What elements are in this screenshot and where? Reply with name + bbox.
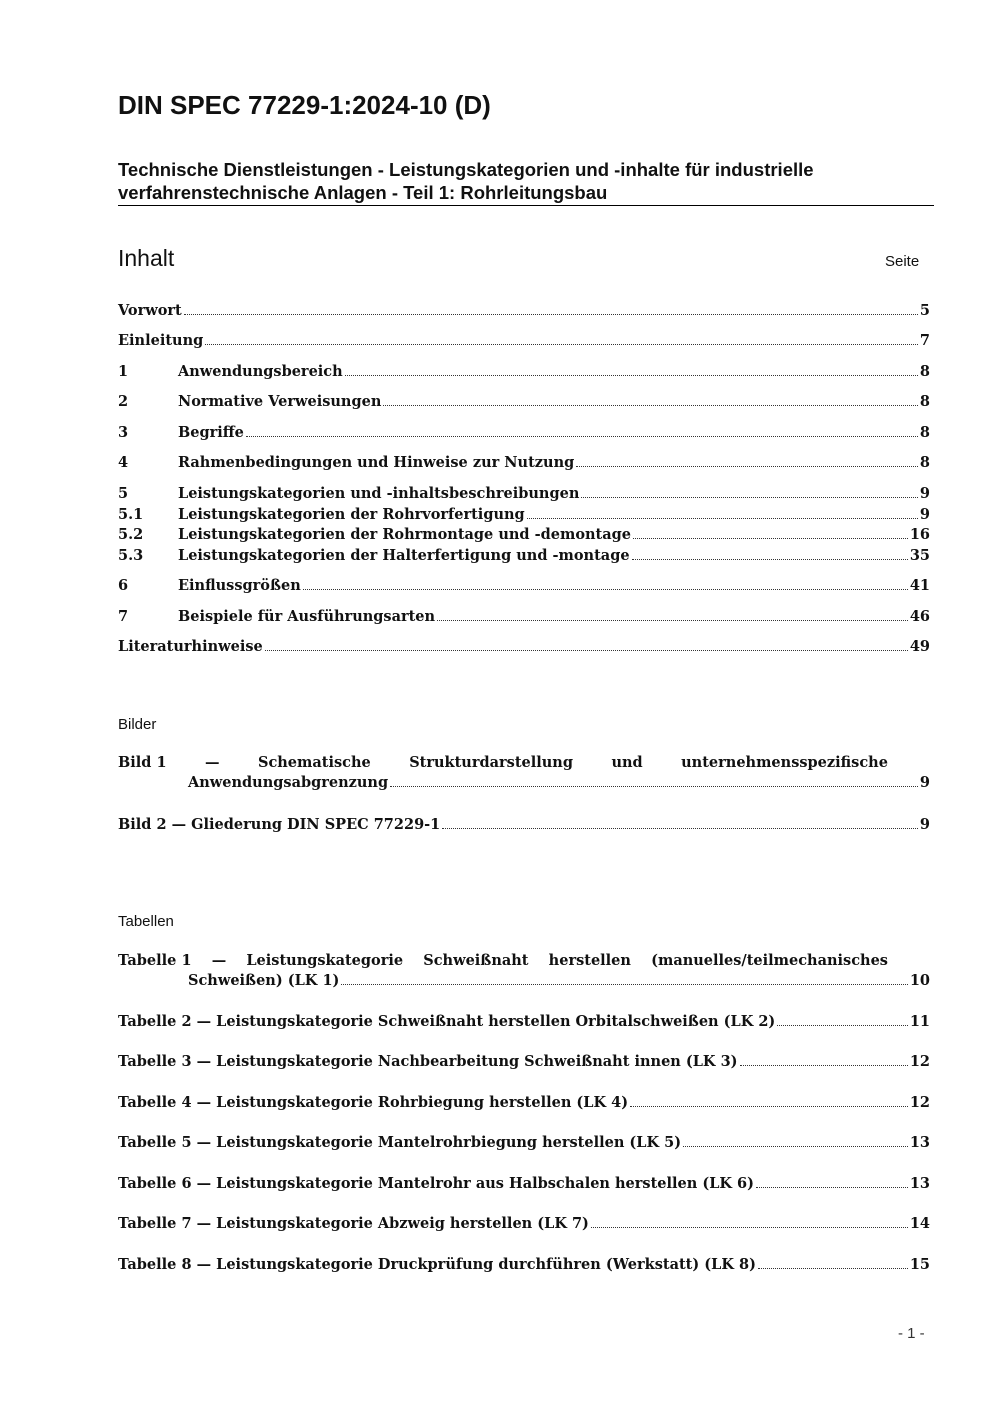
toc-title: Leistungskategorien der Rohrmontage und -demontage bbox=[178, 526, 631, 543]
toc-title: Literaturhinweise bbox=[118, 638, 263, 655]
word: — bbox=[205, 754, 220, 771]
toc-entry[interactable] bbox=[118, 332, 930, 352]
toc-number: 5 bbox=[118, 485, 129, 502]
document-id: DIN SPEC 77229-1:2024-10 (D) bbox=[118, 90, 491, 120]
toc-page: 9 bbox=[919, 485, 930, 502]
toc-page: 12 bbox=[909, 1094, 930, 1111]
toc-leader bbox=[756, 1187, 908, 1188]
table-entry-tabelle-1[interactable] bbox=[118, 952, 930, 992]
toc-page: 13 bbox=[909, 1134, 930, 1151]
subtitle-line-2: verfahrenstechnische Anlagen - Teil 1: Rohrleitungsbau bbox=[118, 182, 608, 203]
toc-title: Normative Verweisungen bbox=[178, 393, 382, 410]
toc-leader bbox=[442, 828, 918, 829]
toc-leader bbox=[527, 518, 918, 519]
word: — bbox=[211, 952, 227, 969]
figure-entry-line-1 bbox=[118, 754, 888, 774]
table-entry-line-2 bbox=[118, 972, 930, 992]
toc-number: 7 bbox=[118, 608, 129, 625]
toc-title: Leistungskategorien und -inhaltsbeschreibungen bbox=[178, 485, 580, 502]
toc-title: Tabelle 2 — Leistungskategorie Schweißnaht herstellen Orbitalschweißen (LK 2) bbox=[118, 1013, 776, 1030]
word: und bbox=[611, 754, 643, 771]
toc-page: 49 bbox=[909, 638, 930, 655]
toc-title: Tabelle 5 — Leistungskategorie Mantelrohrbiegung herstellen (LK 5) bbox=[118, 1134, 682, 1151]
toc-title: Tabelle 3 — Leistungskategorie Nachbearbeitung Schweißnaht innen (LK 3) bbox=[118, 1053, 738, 1070]
word: Strukturdarstellung bbox=[409, 754, 573, 771]
toc-title: Einflussgrößen bbox=[178, 577, 301, 594]
document-subtitle bbox=[118, 158, 934, 204]
page-number: - 1 - bbox=[898, 1325, 925, 1342]
toc-page: 8 bbox=[919, 393, 930, 410]
subtitle-line-1: Technische Dienstleistungen - Leistungskategorien und -inhalte für industrielle bbox=[118, 159, 814, 180]
figures-heading: Bilder bbox=[118, 716, 157, 733]
toc-leader bbox=[303, 589, 908, 590]
toc-page: 16 bbox=[909, 526, 930, 543]
toc-title: Vorwort bbox=[118, 302, 182, 319]
word: unternehmensspezifische bbox=[681, 754, 888, 771]
toc-page: 13 bbox=[909, 1175, 930, 1192]
toc-leader bbox=[205, 344, 918, 345]
toc-entry[interactable] bbox=[118, 638, 930, 658]
word: Schematische bbox=[257, 754, 371, 771]
toc-entry[interactable] bbox=[118, 393, 930, 413]
toc-page: 12 bbox=[909, 1053, 930, 1070]
toc-page: 41 bbox=[909, 577, 930, 594]
table-entry-line-1 bbox=[118, 952, 888, 972]
table-entry[interactable] bbox=[118, 1134, 930, 1154]
toc-page: 9 bbox=[919, 774, 930, 791]
toc-page: 9 bbox=[919, 816, 930, 833]
toc-title: Leistungskategorien der Halterfertigung und -montage bbox=[178, 547, 630, 564]
toc-leader bbox=[581, 497, 918, 498]
toc-leader bbox=[246, 436, 918, 437]
toc-leader bbox=[383, 405, 918, 406]
toc-leader bbox=[265, 650, 908, 651]
toc-title: Tabelle 8 — Leistungskategorie Druckprüfung durchführen (Werkstatt) (LK 8) bbox=[118, 1256, 756, 1273]
toc-title: Leistungskategorien der Rohrvorfertigung bbox=[178, 506, 525, 523]
toc-entry[interactable] bbox=[118, 577, 930, 597]
word: Leistungskategorie bbox=[246, 952, 404, 969]
toc-number: 6 bbox=[118, 577, 129, 594]
toc-page: 35 bbox=[909, 547, 930, 564]
contents-heading: Inhalt bbox=[118, 245, 175, 271]
toc-number: 5.3 bbox=[118, 547, 144, 564]
toc-entry[interactable] bbox=[118, 302, 930, 322]
toc-entry[interactable] bbox=[118, 506, 930, 526]
toc-page: 5 bbox=[919, 302, 930, 319]
toc-page: 11 bbox=[909, 1013, 930, 1030]
tables-heading: Tabellen bbox=[118, 913, 174, 930]
toc-number: 5.2 bbox=[118, 526, 144, 543]
toc-page: 8 bbox=[919, 454, 930, 471]
table-entry[interactable] bbox=[118, 1013, 930, 1033]
toc-entry[interactable] bbox=[118, 608, 930, 628]
toc-entry[interactable] bbox=[118, 424, 930, 444]
toc-entry[interactable] bbox=[118, 363, 930, 383]
word: herstellen bbox=[548, 952, 631, 969]
toc-page: 8 bbox=[919, 424, 930, 441]
toc-page: 10 bbox=[909, 972, 930, 989]
toc-leader bbox=[184, 314, 918, 315]
toc-number: 4 bbox=[118, 454, 129, 471]
toc-leader bbox=[632, 559, 908, 560]
toc-leader bbox=[683, 1146, 908, 1147]
toc-title: Beispiele für Ausführungsarten bbox=[178, 608, 436, 625]
toc-leader bbox=[341, 984, 907, 985]
table-entry[interactable] bbox=[118, 1215, 930, 1235]
toc-title: Anwendungsbereich bbox=[178, 363, 343, 380]
toc-title: Bild 2 — Gliederung DIN SPEC 77229-1 bbox=[118, 816, 441, 833]
toc-number: 3 bbox=[118, 424, 129, 441]
title-divider bbox=[118, 205, 934, 206]
toc-page: 15 bbox=[909, 1256, 930, 1273]
table-entry[interactable] bbox=[118, 1053, 930, 1073]
toc-leader bbox=[633, 538, 908, 539]
toc-title: Begriffe bbox=[178, 424, 244, 441]
toc-leader bbox=[630, 1106, 908, 1107]
toc-title: Anwendungsabgrenzung bbox=[188, 774, 389, 791]
toc-page: 14 bbox=[909, 1215, 930, 1232]
toc-leader bbox=[345, 375, 918, 376]
toc-title: Schweißen) (LK 1) bbox=[188, 972, 340, 989]
page-column-label: Seite bbox=[885, 253, 920, 270]
toc-title: Tabelle 7 — Leistungskategorie Abzweig herstellen (LK 7) bbox=[118, 1215, 589, 1232]
toc-entry[interactable] bbox=[118, 547, 930, 567]
toc-title: Tabelle 6 — Leistungskategorie Mantelrohr aus Halbschalen herstellen (LK 6) bbox=[118, 1175, 754, 1192]
toc-number: 2 bbox=[118, 393, 129, 410]
toc-entry[interactable] bbox=[118, 454, 930, 474]
toc-entry[interactable] bbox=[118, 485, 930, 505]
word: Bild 1 bbox=[118, 754, 167, 771]
table-entry[interactable] bbox=[118, 1175, 930, 1195]
word: Schweißnaht bbox=[423, 952, 529, 969]
figure-entry-bild-2[interactable] bbox=[118, 816, 930, 836]
figure-entry-line-2 bbox=[118, 774, 930, 794]
toc-leader bbox=[591, 1227, 908, 1228]
toc-page: 9 bbox=[919, 506, 930, 523]
toc-page: 8 bbox=[919, 363, 930, 380]
word: Tabelle 1 bbox=[118, 952, 192, 969]
toc-leader bbox=[740, 1065, 908, 1066]
toc-leader bbox=[777, 1025, 908, 1026]
figure-entry-bild-1[interactable] bbox=[118, 754, 930, 794]
toc-number: 5.1 bbox=[118, 506, 144, 523]
toc-title: Tabelle 4 — Leistungskategorie Rohrbiegung herstellen (LK 4) bbox=[118, 1094, 629, 1111]
toc-leader bbox=[437, 620, 908, 621]
table-entry[interactable] bbox=[118, 1256, 930, 1276]
toc-title: Rahmenbedingungen und Hinweise zur Nutzung bbox=[178, 454, 575, 471]
toc-leader bbox=[576, 466, 918, 467]
toc-leader bbox=[758, 1268, 908, 1269]
toc-entry[interactable] bbox=[118, 526, 930, 546]
word: (manuelles/teilmechanisches bbox=[651, 952, 888, 969]
toc-page: 7 bbox=[919, 332, 930, 349]
toc-title: Einleitung bbox=[118, 332, 204, 349]
toc-leader bbox=[390, 786, 918, 787]
toc-number: 1 bbox=[118, 363, 129, 380]
toc-page: 46 bbox=[909, 608, 930, 625]
table-entry[interactable] bbox=[118, 1094, 930, 1114]
